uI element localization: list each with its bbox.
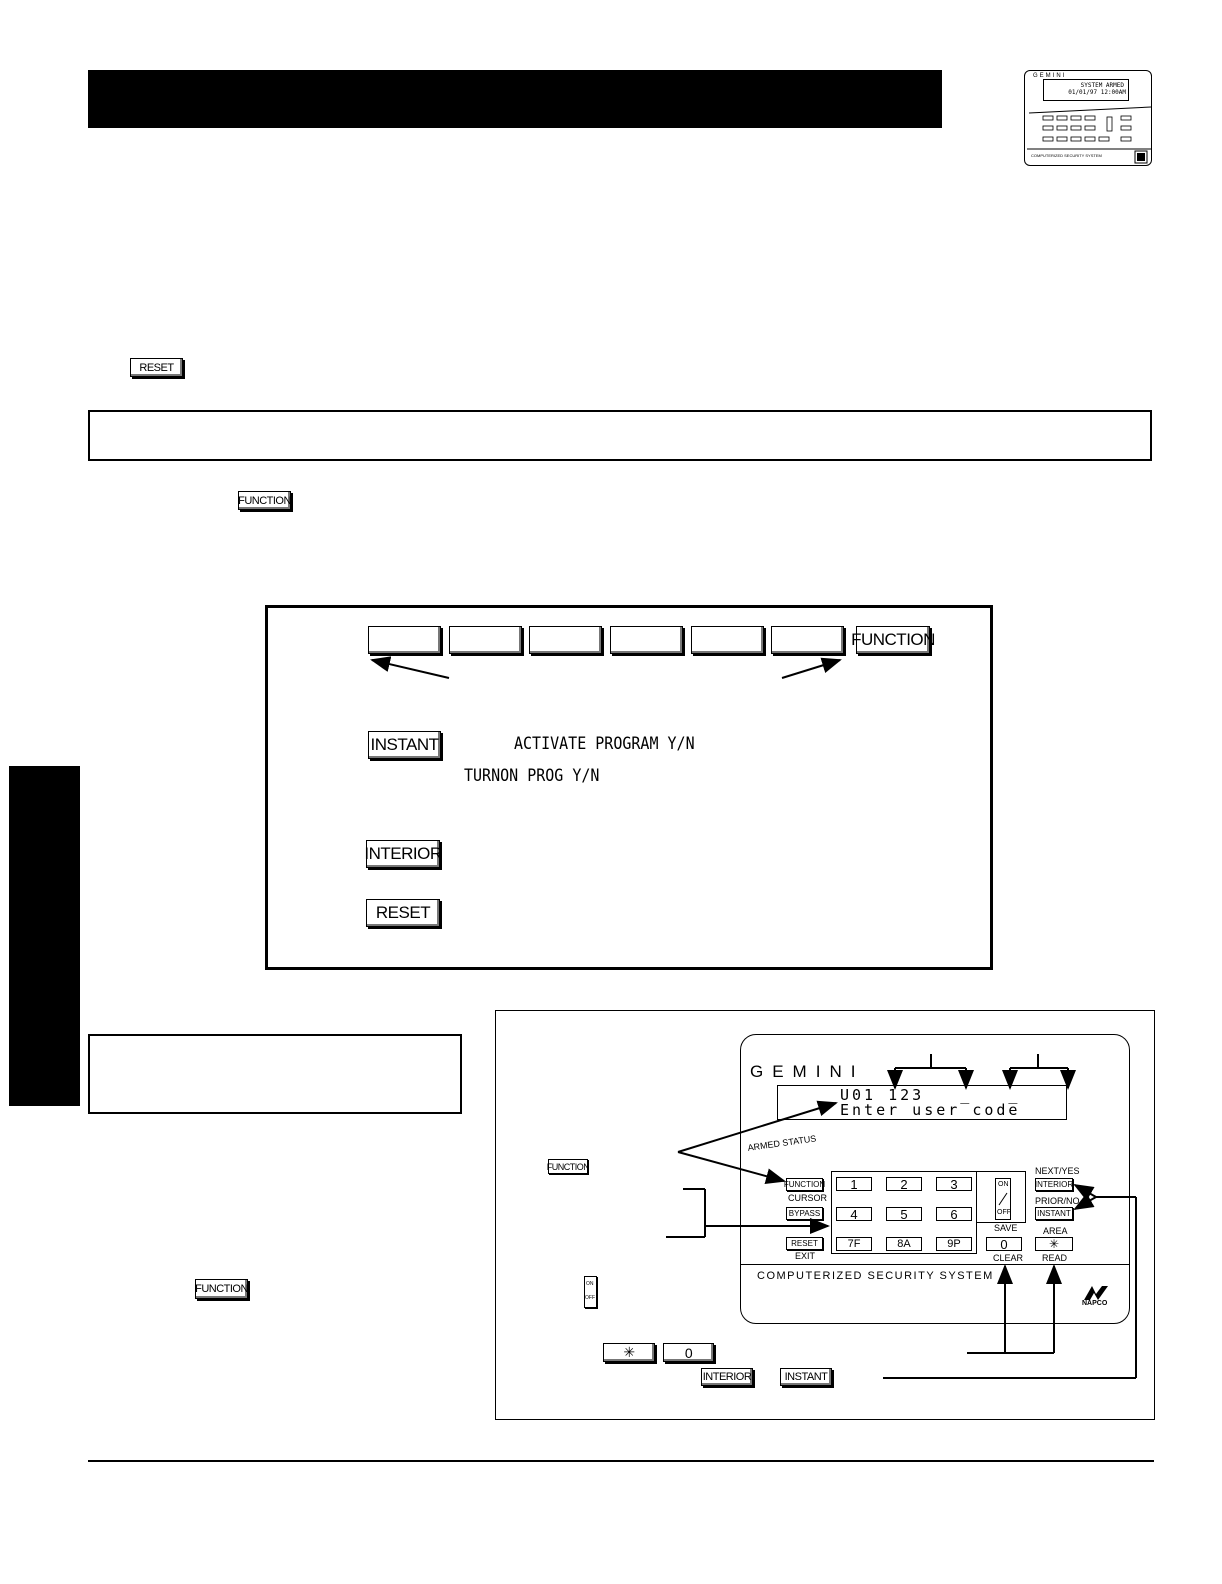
keypad-cursor-label: CURSOR xyxy=(788,1193,828,1203)
keypad-key-2: 2 xyxy=(886,1177,922,1191)
diagram-on-off-switch xyxy=(584,1276,597,1308)
keypad-key-8a: 8A xyxy=(886,1237,922,1251)
diagram-zero-key: 0 xyxy=(663,1343,714,1362)
mini-display-line1: SYSTEM ARMED xyxy=(1080,82,1124,89)
mini-display-line2: 01/01/97 12:00AM xyxy=(1068,89,1126,96)
mini-keypad-brand: GEMINI xyxy=(1033,73,1067,79)
diagram-star-key: ✳ xyxy=(603,1343,655,1362)
keypad-on-label: ON xyxy=(998,1181,1009,1188)
keypad-key-4: 4 xyxy=(836,1207,872,1221)
keypad-instant-key: INSTANT xyxy=(1035,1207,1073,1220)
keypad-bypass-key: BYPASS xyxy=(786,1207,823,1220)
keypad-interior-key: INTERIOR xyxy=(1034,1180,1074,1189)
keypad-key-0: 0 xyxy=(986,1237,1022,1251)
diagram-on-label: ON xyxy=(586,1281,594,1287)
display-turnon-prog: TURNON PROG Y/N xyxy=(464,764,600,786)
armed-status-label: ARMED STATUS xyxy=(747,1133,817,1153)
keypad-star-key: ✳ xyxy=(1035,1237,1073,1251)
function-key-left: FUNCTION xyxy=(195,1279,248,1299)
keypad-key-3: 3 xyxy=(936,1177,972,1191)
keypad-read-label: READ xyxy=(1042,1253,1068,1263)
keypad-key-6: 6 xyxy=(936,1207,972,1221)
keypad-area-label: AREA xyxy=(1043,1226,1068,1236)
napco-logo-text: NAPCO xyxy=(1082,1300,1108,1307)
keypad-display-line2: Enter user code xyxy=(840,1101,1021,1119)
keypad-display-line1: U01 123 _ _ xyxy=(840,1086,1021,1104)
instant-key: INSTANT xyxy=(368,731,441,759)
diagram-instant-key: INSTANT xyxy=(780,1368,832,1386)
keypad-clear-label: CLEAR xyxy=(993,1253,1024,1263)
keypad-exit-label: EXIT xyxy=(795,1251,816,1261)
keypad-prior-no-label: PRIOR/NO xyxy=(1035,1196,1080,1206)
keypad-brand: GEMINI xyxy=(750,1062,865,1081)
keypad-off-label: OFF xyxy=(997,1209,1011,1216)
keypad-reset-key: RESET xyxy=(786,1237,823,1250)
mini-keypad-footer: COMPUTERIZED SECURITY SYSTEM xyxy=(1031,153,1102,158)
display-activate-program: ACTIVATE PROGRAM Y/N xyxy=(514,732,695,754)
interior-key: INTERIOR xyxy=(366,840,440,868)
function-key-inline: FUNCTION xyxy=(238,491,291,510)
keypad-key-7f: 7F xyxy=(836,1237,872,1251)
footer-rule xyxy=(88,1460,1154,1462)
diagram-off-label: OFF xyxy=(585,1295,595,1301)
keypad-next-yes-label: NEXT/YES xyxy=(1035,1166,1080,1176)
keypad-save-label: SAVE xyxy=(994,1223,1018,1233)
reset-key-inline: RESET xyxy=(130,358,183,377)
reset-key-large: RESET xyxy=(366,899,440,927)
keypad-key-1: 1 xyxy=(836,1177,872,1191)
keypad-function-key: FUNCTION xyxy=(783,1180,826,1189)
keypad-footer: COMPUTERIZED SECURITY SYSTEM xyxy=(757,1270,994,1282)
keypad-key-9p: 9P xyxy=(936,1237,972,1251)
keypad-key-5: 5 xyxy=(886,1207,922,1221)
function-key-large: FUNCTION xyxy=(856,626,930,654)
diagram-interior-key: INTERIOR xyxy=(701,1368,753,1386)
diagram-function-key: FUNCTION xyxy=(548,1159,588,1174)
